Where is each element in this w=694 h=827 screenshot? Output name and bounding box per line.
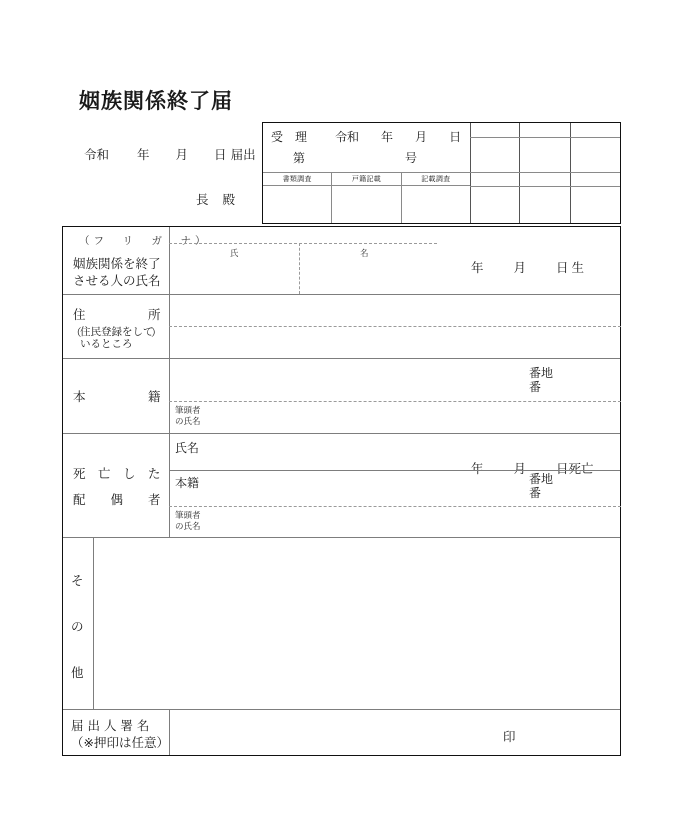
row-divider-after-deceased [63, 537, 620, 538]
honseki-head-label-line2: の氏名 [175, 417, 201, 427]
applicant-birthdate-line [471, 258, 584, 276]
address-note-line2: いるところ [80, 338, 133, 350]
submission-date-line [84, 145, 256, 163]
address-note-open-paren: （ [71, 327, 82, 339]
label-column-divider-other [93, 537, 94, 709]
receipt-check-cell-document[interactable] [263, 186, 331, 223]
receipt-accept-area [263, 123, 470, 172]
honseki-banchi-line2: 番 [529, 380, 542, 394]
address-row-label-text: 住 所 [73, 307, 161, 322]
honseki-row-label [73, 387, 161, 405]
death-month-unit: 月 [513, 461, 527, 476]
receipt-check-header-document: 書類調査 [282, 175, 312, 183]
receipt-right-cell-2[interactable] [519, 123, 569, 223]
main-form-table [62, 226, 621, 756]
submission-day-unit: 日 [214, 147, 227, 162]
birth-month-unit: 月 [513, 260, 527, 275]
other-label-char2: の [71, 619, 84, 634]
givenname-label: 名 [360, 249, 369, 259]
receipt-accept-day: 日 [449, 130, 462, 144]
page-title: 姻族関係終了届 [79, 89, 233, 113]
applicant-name-row-label-line2: させる人の氏名 [73, 273, 161, 288]
birth-suffix: 生 [571, 260, 585, 275]
receipt-check-cells-row [263, 186, 470, 223]
deceased-spouse-label-line2: 配 偶 者 [73, 492, 161, 507]
label-column-divider-upper [169, 227, 170, 537]
receipt-right-hline-low [470, 186, 620, 187]
deceased-name-honseki-divider [169, 470, 620, 471]
receipt-accept-month: 月 [415, 130, 428, 144]
receipt-check-cell-entry[interactable] [401, 186, 470, 223]
submission-suffix: 届出 [230, 147, 256, 162]
receipt-accept-era: 令和 [335, 130, 360, 144]
deceased-banchi-line2: 番 [529, 486, 542, 500]
receipt-number-prefix: 第 [293, 151, 306, 165]
row-divider-after-other [63, 709, 620, 710]
row-divider-after-honseki [63, 433, 620, 434]
signature-row-label-line2: （※押印は任意） [71, 735, 169, 750]
deceased-spouse-honseki-label: 本籍 [175, 476, 200, 490]
receipt-right-hline-mid [470, 172, 620, 173]
receipt-accept-label: 受 理 [271, 130, 308, 144]
receipt-left-section [263, 123, 470, 223]
addressee-line [196, 190, 235, 208]
other-label-char1: そ [71, 573, 84, 588]
address-field-dashed-line [169, 326, 621, 327]
receipt-number-line [293, 149, 417, 166]
deceased-head-label-line2: の氏名 [175, 522, 201, 532]
submission-year-unit: 年 [137, 147, 150, 162]
birth-year-unit: 年 [471, 260, 484, 275]
signature-row-label [71, 717, 169, 751]
receipt-check-header-entry: 記載調査 [401, 173, 470, 185]
address-note-line1: 住民登録をして [80, 326, 154, 338]
furigana-label: （フ リ ガ ナ） [79, 235, 210, 247]
deceased-spouse-label-line1: 死 亡 し た [73, 466, 161, 481]
receipt-box [262, 122, 621, 224]
address-row-label [73, 305, 161, 323]
name-field-top-dashed-line [169, 243, 437, 244]
death-year-unit: 年 [471, 461, 484, 476]
name-field-split-dashed-line [299, 243, 300, 294]
applicant-name-row-label-line1: 姻族関係を終了 [73, 256, 161, 271]
receipt-accept-year: 年 [381, 130, 394, 144]
signature-row-label-line1: 届 出 人 署 名 [71, 718, 150, 733]
deceased-spouse-name-label: 氏名 [175, 441, 200, 455]
address-note-close-paren: ） [151, 327, 162, 339]
deceased-banchi-line1: 番地 [529, 472, 554, 486]
honseki-banchi-line1: 番地 [529, 366, 554, 380]
receipt-number-suffix: 号 [405, 151, 418, 165]
addressee-honorific: 殿 [222, 192, 236, 207]
receipt-right-cell-1[interactable] [470, 123, 519, 223]
receipt-check-header-koseki: 戸籍記載 [331, 173, 400, 185]
row-divider-after-address [63, 358, 620, 359]
receipt-right-cell-3[interactable] [570, 123, 620, 223]
receipt-check-cell-koseki[interactable] [331, 186, 400, 223]
honseki-banchi-label [529, 366, 553, 394]
deceased-spouse-banchi-label [529, 472, 553, 500]
label-column-divider-signature [169, 709, 170, 755]
honseki-row-label-text: 本 籍 [73, 389, 161, 404]
receipt-accept-date-line [271, 128, 461, 145]
honseki-field-dashed-line [169, 401, 621, 402]
receipt-right-hline-top [470, 137, 620, 138]
deceased-head-label-line1: 筆頭者 [175, 511, 201, 521]
submission-month-unit: 月 [175, 147, 189, 162]
other-label-char3: 他 [71, 665, 84, 680]
row-divider-after-name [63, 294, 620, 295]
addressee-office: 長 [196, 192, 209, 207]
seal-mark-label: 印 [503, 729, 516, 744]
deceased-honseki-dashed-line [169, 506, 621, 507]
receipt-check-header-row [263, 172, 470, 186]
honseki-head-label-line1: 筆頭者 [175, 406, 201, 416]
birth-day-unit: 日 [556, 260, 569, 275]
submission-era: 令和 [84, 147, 110, 162]
receipt-right-columns [470, 123, 620, 223]
death-day-unit: 日死亡 [556, 461, 594, 476]
surname-label: 氏 [230, 249, 239, 259]
